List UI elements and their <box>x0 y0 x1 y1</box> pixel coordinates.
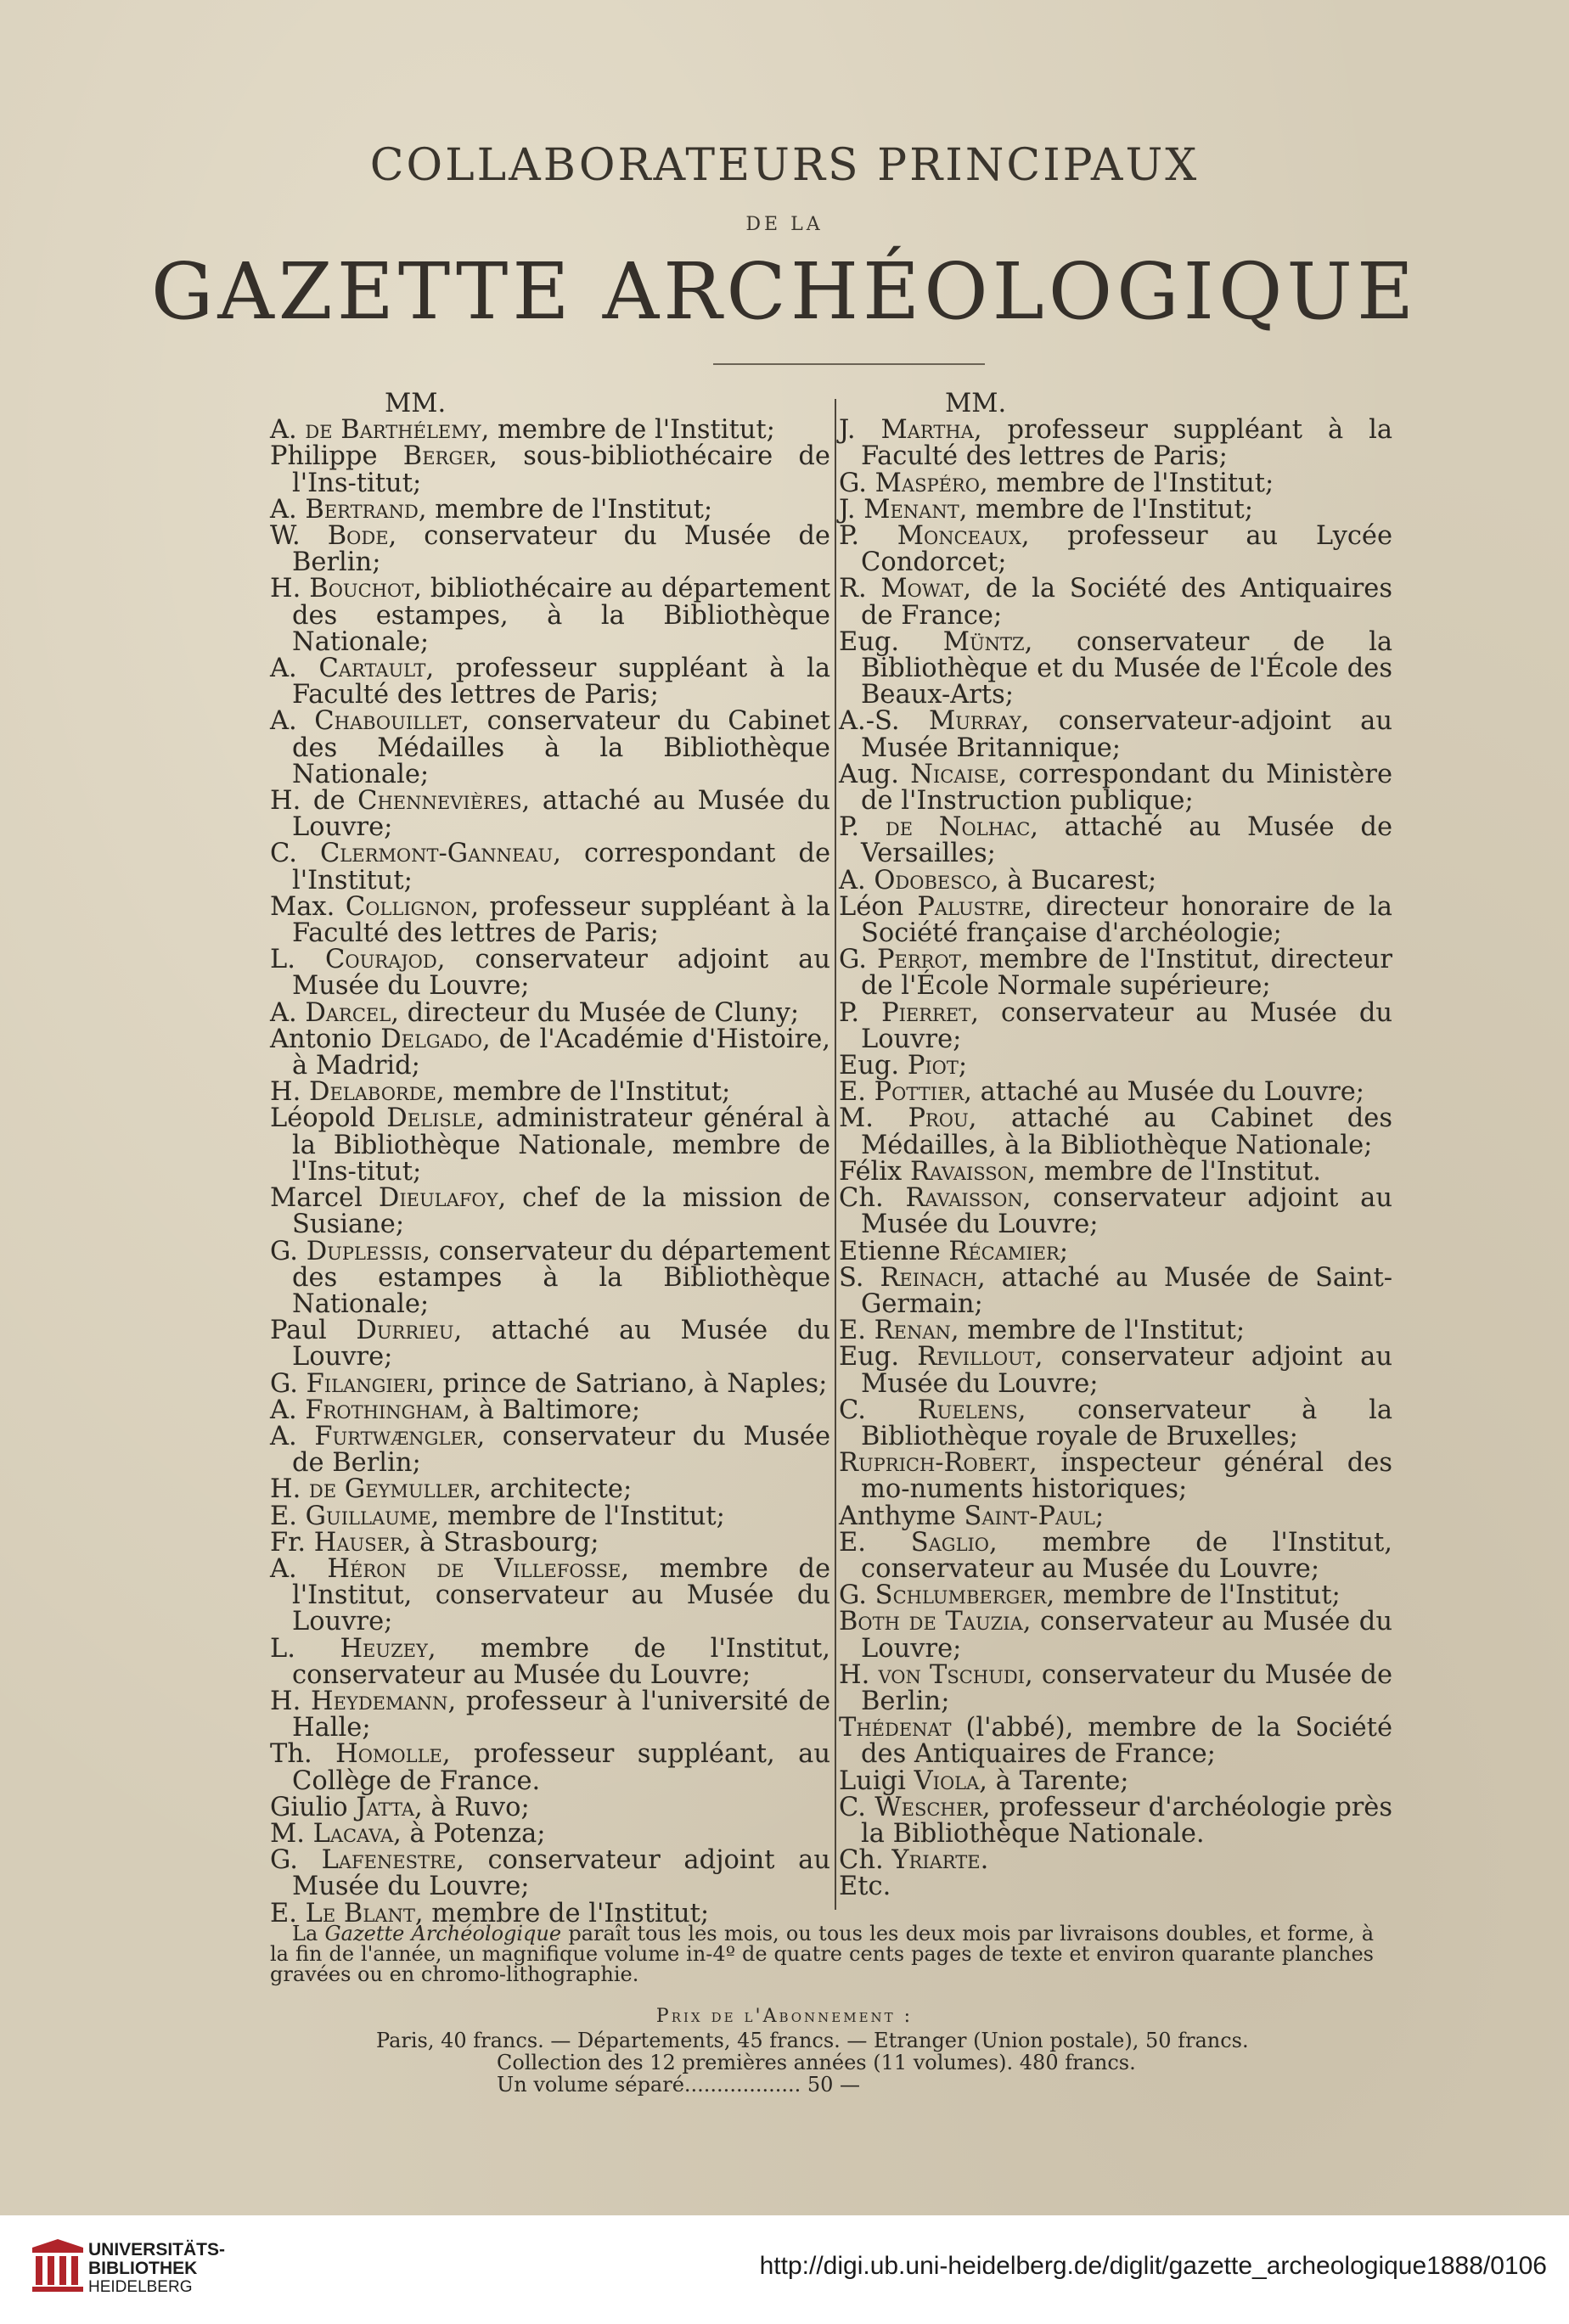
contributor-name: Darcel <box>305 997 391 1028</box>
contributor-entry <box>839 997 1392 1054</box>
contributor-name: Thédenat <box>839 1713 952 1743</box>
contributor-initials: H. <box>270 574 310 604</box>
contributor-name: Martha <box>880 415 974 446</box>
contributor-name: Ravaisson <box>905 1183 1023 1214</box>
contributor-entry <box>270 891 830 949</box>
contributor-name: Delisle <box>386 1103 476 1134</box>
contributor-entry <box>839 1317 1392 1344</box>
contributor-initials: E. <box>270 1898 306 1928</box>
contributor-entry <box>839 1794 1392 1847</box>
contributor-title: , membre de l'Institut; <box>959 494 1254 525</box>
contributor-title: , attaché au Musée du Louvre; <box>292 1316 830 1373</box>
contributor-name: Both de Tauzia <box>839 1607 1023 1637</box>
contributor-title: , attaché au Cabinet des Médailles, à la Bibliothèque Nationale; <box>861 1103 1393 1160</box>
contributor-initials: H. de <box>270 786 358 817</box>
contributor-entry <box>270 415 830 446</box>
contributor-entry <box>270 521 830 578</box>
contributor-entry <box>270 1553 830 1637</box>
contributor-entry <box>839 1873 1392 1900</box>
contributor-entry <box>270 1794 830 1821</box>
contributor-initials: A. <box>270 1421 315 1451</box>
footer-paragraph <box>270 1923 1374 1984</box>
contributor-entry <box>839 1659 1392 1716</box>
contributor-title: , à Potenza; <box>393 1818 546 1849</box>
contributor-title: , à Baltimore; <box>462 1395 641 1425</box>
contributor-initials: Ch. <box>839 1845 892 1876</box>
contributor-title: , conservateur du Musée de Berlin; <box>292 1421 831 1479</box>
contributor-entry <box>839 1845 1392 1876</box>
contributor-entry <box>270 945 830 1002</box>
contributor-entry <box>839 1580 1392 1611</box>
contributor-name: Piot <box>907 1051 959 1081</box>
contributor-initials: Etienne <box>839 1236 949 1266</box>
contributor-initials: G. <box>839 1580 875 1611</box>
contributor-title: , bibliothécaire au département des estampes, à la Bibliothèque Nationale; <box>292 574 830 657</box>
contributor-title: , membre de l'Institut; <box>430 1501 725 1531</box>
contributor-title: , directeur honoraire de la Société française d'archéologie; <box>861 891 1392 949</box>
contributor-initials: A. <box>270 494 306 525</box>
contributor-initials: W. <box>270 521 328 552</box>
contributor-title: , membre de l'Institut; <box>979 468 1274 498</box>
contributor-entry <box>270 1105 830 1185</box>
contributor-entry <box>839 1397 1392 1450</box>
contributor-entry <box>839 470 1392 497</box>
prix-line-3: Un volume séparé.................. 50 — <box>497 2073 861 2097</box>
contributor-entry <box>270 1421 831 1479</box>
contributor-name: Bertrand <box>305 494 419 525</box>
contributor-name: Héron de Villefosse <box>327 1553 621 1584</box>
library-logo-text <box>88 2241 225 2297</box>
contributor-title: , à Tarente; <box>979 1765 1129 1796</box>
contributor-initials: E. <box>270 1501 306 1531</box>
contributor-entry <box>270 1688 830 1741</box>
contributor-title: , correspondant du Ministère de l'Instruction publique; <box>861 759 1392 817</box>
contributor-initials: Eug. <box>839 1051 908 1081</box>
contributor-title: , sous-bibliothécaire de l'Ins-titut; <box>292 441 830 498</box>
right-column <box>839 390 1392 1900</box>
contributor-entry <box>270 1474 830 1505</box>
contributor-title: , architecte; <box>473 1474 633 1505</box>
contributor-title: , conservateur-adjoint au Musée Britannique; <box>861 706 1392 763</box>
contributor-name: Müntz <box>942 626 1025 657</box>
contributor-title: , membre de l'Institut; <box>418 494 713 525</box>
contributor-title: , professeur d'archéologie près la Bibliothèque Nationale. <box>861 1792 1392 1849</box>
contributor-name: Chabouillet <box>314 706 462 737</box>
contributor-title: ; <box>1094 1501 1105 1531</box>
contributor-name: Lacava <box>312 1818 394 1849</box>
contributor-entry <box>839 759 1392 817</box>
contributor-name: Viola <box>914 1765 980 1796</box>
contributor-entry <box>839 1262 1393 1319</box>
contributor-name: Courajod <box>325 945 437 975</box>
contributor-title: , membre de l'Institut, directeur de l'École Normale supérieure; <box>861 945 1392 1002</box>
contributor-name: de Barthélemy <box>305 415 481 446</box>
contributor-initials: Paul <box>270 1316 357 1346</box>
contributor-name: Delgado <box>380 1024 482 1054</box>
contributor-initials: Léopold <box>270 1103 387 1134</box>
contributor-title: , conservateur adjoint au Musée du Louvre; <box>292 945 830 1002</box>
contributor-initials: Léon <box>839 891 918 922</box>
contributor-initials: Marcel <box>270 1183 379 1214</box>
contributor-name: Revillout <box>917 1342 1035 1373</box>
contributor-title: , conservateur du département des estampes à la Bibliothèque Nationale; <box>292 1236 830 1319</box>
contributor-name: Bode <box>327 521 389 552</box>
contributor-entry <box>270 575 830 655</box>
contributor-name: Collignon <box>345 891 471 922</box>
contributor-entry <box>270 1368 830 1399</box>
contributor-entry <box>839 891 1392 949</box>
contributor-title: , à Strasbourg; <box>402 1527 599 1558</box>
contributor-name: Ravaisson <box>909 1156 1028 1187</box>
contributor-name: Dieulafoy <box>378 1183 498 1214</box>
contributor-initials: G. <box>270 1236 306 1266</box>
contributor-entry <box>270 1527 830 1558</box>
contributor-initials: G. <box>839 468 875 498</box>
contributor-initials: P. <box>839 521 897 552</box>
contributor-name: Durrieu <box>356 1316 454 1346</box>
contributor-name: Wescher <box>874 1792 982 1822</box>
contributor-entry <box>270 655 830 708</box>
contributor-title: , membre de l'Institut, conservateur au Musée du Louvre; <box>861 1527 1392 1584</box>
contributor-title: Etc. <box>839 1872 891 1902</box>
contributor-title: , professeur au Lycée Condorcet; <box>861 521 1393 578</box>
contributor-title: , attaché au Musée de Saint-Germain; <box>861 1262 1393 1319</box>
contributor-initials: L. <box>270 945 326 975</box>
contributor-name: Récamier <box>948 1236 1060 1266</box>
contributor-name: Perrot <box>877 945 961 975</box>
contributor-entry <box>839 708 1392 761</box>
contributor-entry <box>839 814 1392 867</box>
contributor-name: von Tschudi <box>878 1659 1025 1690</box>
contributor-title: , professeur suppléant, au Collège de France. <box>292 1739 830 1796</box>
contributor-entry <box>270 1185 830 1238</box>
contributor-entry <box>270 494 830 525</box>
contributor-name: Saint-Paul <box>964 1501 1095 1531</box>
contributor-name: de Geymuller <box>309 1474 474 1505</box>
contributor-name: Lafenestre <box>321 1845 457 1876</box>
contributor-name: Guillaume <box>305 1501 431 1531</box>
contributor-name: Bouchot <box>309 574 414 604</box>
contributor-title: , à Bucarest; <box>990 865 1157 895</box>
contributor-name: Saglio <box>910 1527 990 1558</box>
contributor-name: Maspéro <box>874 468 980 498</box>
contributor-initials: H. <box>270 1474 309 1505</box>
contributor-entry <box>270 1633 830 1690</box>
contributor-initials: C. <box>839 1792 875 1822</box>
contributor-initials: M. <box>839 1103 908 1134</box>
contributor-entry <box>839 1527 1392 1584</box>
contributor-entry <box>270 443 830 496</box>
contributor-name: Pierret <box>881 997 971 1028</box>
contributor-title: , professeur suppléant à la Faculté des lettres de Paris; <box>292 654 830 710</box>
contributor-title: , inspecteur général des mo-numents historiques; <box>861 1448 1392 1505</box>
contributor-entry <box>270 1026 830 1079</box>
contributor-name: Le Blant <box>305 1898 415 1928</box>
contributor-entry <box>839 521 1393 578</box>
contributor-entry <box>839 867 1392 894</box>
contributor-entry <box>839 945 1392 1002</box>
footer-text-post: paraît tous les mois, ou tous les deux mois par livraisons doubles, et forme, à la fin de l'année, un magnifique volume in-4º de quatre cents pages de texte et environ quarante planches gravées ou en chromo-lithographie. <box>270 1922 1375 1986</box>
contributor-initials: A. <box>270 654 319 684</box>
header-collaborateurs: COLLABORATEURS PRINCIPAUX <box>369 140 1200 191</box>
contributor-title: , professeur suppléant à la Faculté des lettres de Paris; <box>861 415 1393 472</box>
left-column <box>270 390 830 1927</box>
column-divider <box>835 399 836 1910</box>
contributor-entry <box>839 415 1393 472</box>
contributor-title: , membre de l'Institut; <box>436 1077 731 1108</box>
contributor-initials: A. <box>839 865 874 895</box>
contributor-name: Berger <box>402 441 490 472</box>
contributor-name: Jatta <box>356 1792 415 1822</box>
contributor-name: Hauser <box>313 1527 403 1558</box>
contributor-entry <box>270 1741 830 1794</box>
left-column-heading: MM. <box>385 389 447 418</box>
contributor-title: , directeur du Musée de Cluny; <box>391 997 800 1028</box>
contributor-name: Prou <box>908 1103 969 1134</box>
contributor-initials: Fr. <box>270 1527 314 1558</box>
contributor-title: , conservateur au Musée du Louvre; <box>861 997 1392 1054</box>
contributor-initials: Eug. <box>839 626 943 657</box>
contributor-initials: Anthyme <box>839 1501 964 1531</box>
contributor-name: Frothingham <box>305 1395 463 1425</box>
contributor-initials: A.-S. <box>839 706 929 737</box>
contributor-name: Chennevières <box>357 786 522 817</box>
contributor-initials: H. <box>270 1077 309 1108</box>
contributor-name: Pottier <box>874 1077 964 1108</box>
footer-text <box>270 1923 1374 1984</box>
contributor-name: Odobesco <box>874 865 991 895</box>
contributor-name: Menant <box>863 494 959 525</box>
contributor-entry <box>839 1765 1392 1796</box>
contributor-title: , conservateur du Cabinet des Médailles à la Bibliothèque Nationale; <box>292 706 830 789</box>
header-de-la: DE LA <box>745 214 824 235</box>
contributor-initials: Eug. <box>839 1342 918 1373</box>
contributor-title: , attaché au Musée de Versailles; <box>861 812 1392 869</box>
contributor-entry <box>839 1448 1392 1505</box>
contributor-initials: C. <box>839 1395 918 1425</box>
contributor-name: Clermont-Ganneau <box>319 839 554 869</box>
contributor-title: , de l'Académie d'Histoire, à Madrid; <box>292 1024 830 1081</box>
contributor-name: Mowat <box>880 574 964 604</box>
contributor-initials: Félix <box>839 1156 910 1187</box>
contributor-entry <box>270 1847 830 1900</box>
contributor-initials: J. <box>839 415 881 446</box>
contributor-title: , chef de la mission de Susiane; <box>292 1183 831 1240</box>
contributor-title: , à Ruvo; <box>414 1792 530 1822</box>
contributor-initials: L. <box>270 1633 340 1664</box>
contributor-initials: H. <box>270 1686 312 1716</box>
contributor-entry <box>270 1818 830 1849</box>
contributor-name: Murray <box>929 706 1021 737</box>
contributor-initials: G. <box>839 945 877 975</box>
contributor-title: , professeur à l'université de Halle; <box>292 1686 830 1743</box>
contributor-entry <box>270 1503 830 1530</box>
right-column-heading: MM. <box>945 389 1007 418</box>
contributor-entry <box>839 494 1392 525</box>
contributor-name: Reinach <box>880 1262 977 1293</box>
contributor-entry <box>270 708 830 788</box>
contributor-initials: G. <box>270 1368 306 1399</box>
contributor-name: Ruelens <box>917 1395 1018 1425</box>
contributor-name: Homolle <box>335 1739 442 1770</box>
contributor-title: , prince de Satriano, à Naples; <box>426 1368 828 1399</box>
contributor-entry <box>270 997 830 1028</box>
contributor-entry <box>839 626 1393 710</box>
contributor-initials: A. <box>270 997 306 1028</box>
contributor-title: , attaché au Musée du Louvre; <box>292 786 830 843</box>
contributor-initials: A. <box>270 1395 306 1425</box>
contributor-entry <box>839 1156 1392 1187</box>
contributor-title: , de la Société des Antiquaires de France; <box>861 574 1392 631</box>
contributor-title: , conservateur au Musée du Louvre; <box>861 1607 1392 1664</box>
contributor-initials: Giulio <box>270 1792 357 1822</box>
contributor-name: Renan <box>874 1316 951 1346</box>
contributor-title: , membre de l'Institut; <box>1046 1580 1341 1611</box>
contributor-initials: E. <box>839 1527 911 1558</box>
page-title: GAZETTE ARCHÉOLOGIQUE <box>150 246 1419 337</box>
contributor-title: ; <box>958 1051 968 1081</box>
contributor-initials: E. <box>839 1077 874 1108</box>
contributor-name: Yriarte <box>891 1845 981 1876</box>
contributor-title: , conservateur de la Bibliothèque et du Musée de l'École des Beaux-Arts; <box>861 626 1393 710</box>
contributor-title: , professeur suppléant à la Faculté des lettres de Paris; <box>292 891 830 949</box>
contributor-title: , attaché au Musée du Louvre; <box>964 1077 1365 1108</box>
contributor-initials: Th. <box>270 1739 336 1770</box>
logo-line-1: UNIVERSITÄTS- <box>88 2240 226 2259</box>
contributor-initials: A. <box>270 706 315 737</box>
contributor-initials: E. <box>839 1316 874 1346</box>
prix-line-1: Paris, 40 francs. — Départements, 45 francs. — Etranger (Union postale), 50 francs. <box>376 2029 1249 2052</box>
contributor-name: de Nolhac <box>885 812 1031 843</box>
contributor-title: , membre de l'Institut; <box>950 1316 1246 1346</box>
prix-title: Prix de l'Abonnement : <box>655 2006 914 2027</box>
contributor-title: , conservateur adjoint au Musée du Louvre; <box>861 1342 1392 1399</box>
contributor-initials: Philippe <box>270 441 403 472</box>
contributor-initials: Aug. <box>839 759 911 789</box>
contributor-entry <box>839 1185 1392 1238</box>
contributor-initials: S. <box>839 1262 880 1293</box>
contributor-name: Filangieri <box>306 1368 427 1399</box>
contributor-entry <box>270 840 830 893</box>
header-rule <box>713 363 985 365</box>
contributor-name: Schlumberger <box>874 1580 1047 1611</box>
prix-line-2: Collection des 12 premières années (11 volumes). 480 francs. <box>497 2051 1136 2074</box>
contributor-entry <box>839 1342 1392 1399</box>
contributor-name: Furtwængler <box>314 1421 477 1451</box>
contributor-entry <box>839 1105 1392 1158</box>
contributor-name: Delaborde <box>309 1077 436 1108</box>
contributor-initials: A. <box>270 415 306 446</box>
footer-text-pre: La <box>292 1922 325 1945</box>
contributor-initials: J. <box>839 494 864 525</box>
contributor-title: , conservateur à la Bibliothèque royale de Bruxelles; <box>861 1395 1393 1451</box>
contributor-title: , conservateur du Musée de Berlin; <box>861 1659 1392 1716</box>
contributor-initials: M. <box>270 1818 313 1849</box>
contributor-title: , administrateur général à la Bibliothèque Nationale, membre de l'Ins-titut; <box>292 1103 831 1187</box>
contributor-initials: Antonio <box>270 1024 381 1054</box>
contributor-entry <box>270 1397 830 1423</box>
contributor-title: . <box>980 1845 989 1876</box>
logo-line-3: HEIDELBERG <box>88 2278 193 2296</box>
contributor-entry <box>839 574 1392 631</box>
contributor-title: , membre de l'Institut, conservateur au Musée du Louvre; <box>292 1553 830 1637</box>
contributor-initials: Max. <box>270 891 346 922</box>
contributor-initials: G. <box>270 1845 322 1876</box>
contributor-name: Duplessis <box>306 1236 423 1266</box>
contributor-entry <box>270 1077 830 1108</box>
contributor-name: Cartault <box>318 654 426 684</box>
contributor-title: ; <box>1059 1236 1069 1266</box>
contributor-title: , membre de l'Institut. <box>1027 1156 1321 1187</box>
contributor-entry <box>839 1077 1392 1108</box>
contributor-entry <box>270 786 830 843</box>
contributor-initials: Ch. <box>839 1183 906 1214</box>
contributor-entry <box>839 1503 1392 1530</box>
contributor-entry <box>839 1053 1392 1079</box>
contributor-title: , conservateur adjoint au Musée du Louvre; <box>861 1183 1392 1240</box>
contributor-entry <box>839 1238 1392 1265</box>
logo-line-2: BIBLIOTHEK <box>88 2259 198 2278</box>
contributor-title: , conservateur adjoint au Musée du Louvre; <box>292 1845 831 1902</box>
contributor-entry <box>839 1713 1392 1770</box>
contributor-name: Nicaise <box>910 759 999 789</box>
contributor-entry <box>270 1238 830 1318</box>
contributor-name: Palustre <box>917 891 1025 922</box>
contributor-title: , conservateur du Musée de Berlin; <box>292 521 830 578</box>
contributor-title: , membre de l'Institut; <box>414 1898 710 1928</box>
contributor-title: , membre de l'Institut, conservateur au Musée du Louvre; <box>292 1633 830 1690</box>
contributor-name: Heydemann <box>311 1686 448 1716</box>
contributor-title: , correspondant de l'Institut; <box>292 839 830 895</box>
contributor-entry <box>839 1607 1392 1664</box>
permalink-url[interactable]: http://digi.ub.uni-heidelberg.de/diglit/gazette_archeologique1888/0106 <box>759 2252 1547 2280</box>
contributor-name: Heuzey <box>340 1633 428 1664</box>
contributor-title: (l'abbé), membre de la Société des Antiquaires de France; <box>861 1713 1392 1770</box>
contributor-initials: H. <box>839 1659 879 1690</box>
footer-text-title: Gazette Archéologique <box>324 1922 562 1945</box>
contributor-entry <box>270 1316 830 1373</box>
contributor-initials: R. <box>839 574 881 604</box>
contributor-name: Monceaux <box>897 521 1021 552</box>
contributor-initials: A. <box>270 1553 328 1584</box>
contributor-initials: P. <box>839 997 882 1028</box>
contributor-title: , membre de l'Institut; <box>481 415 775 446</box>
contributor-initials: C. <box>270 839 320 869</box>
contributor-name: Ruprich-Robert <box>839 1448 1029 1479</box>
contributor-initials: Luigi <box>839 1765 914 1796</box>
contributor-initials: P. <box>839 812 886 843</box>
